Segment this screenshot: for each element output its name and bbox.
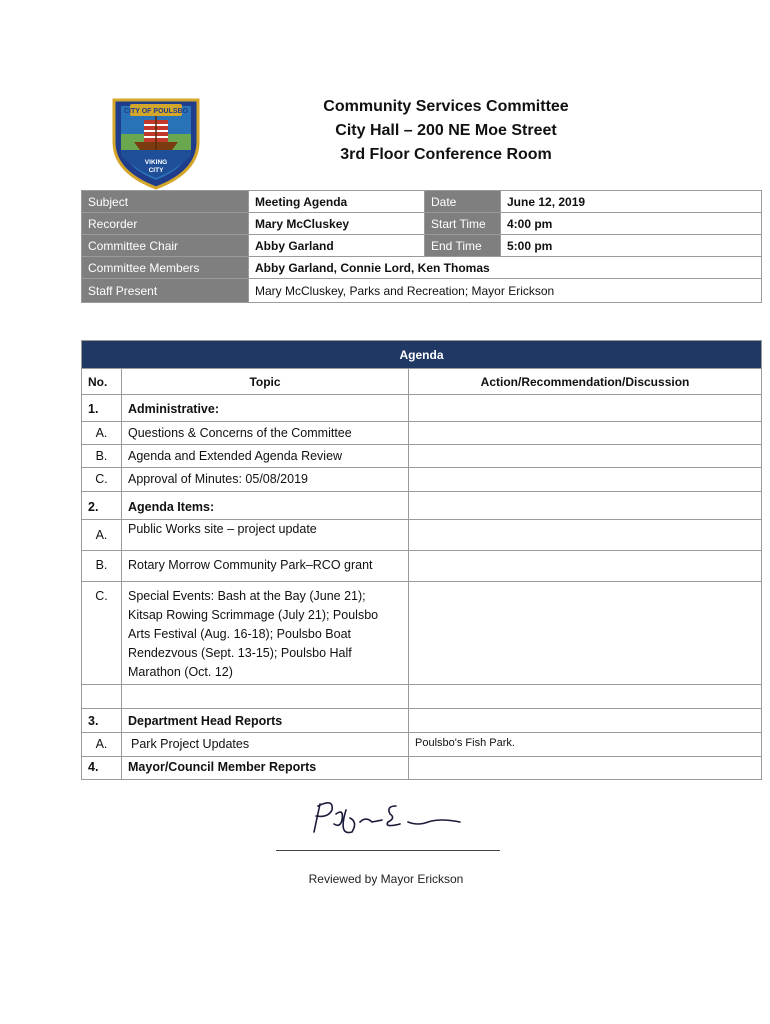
item-number: C. <box>82 468 122 492</box>
meta-row <box>82 257 762 279</box>
svg-text:CITY: CITY <box>148 167 164 174</box>
location-address: City Hall – 200 NE Moe Street <box>335 122 557 139</box>
item-action <box>409 468 762 492</box>
location-room: 3rd Floor Conference Room <box>340 146 552 163</box>
item-number: A. <box>82 422 122 445</box>
item-topic: Park Project Updates <box>122 733 409 757</box>
agenda-row <box>82 422 762 445</box>
staff-present-value: Mary McCluskey, Parks and Recreation; Mayor Erickson <box>249 279 762 303</box>
item-number: A. <box>82 520 122 551</box>
item-topic: Agenda Items: <box>122 492 409 520</box>
meta-row <box>82 279 762 303</box>
agenda-row <box>82 709 762 733</box>
meta-row <box>82 191 762 213</box>
agenda-table <box>81 340 762 780</box>
recorder-value: Mary McCluskey <box>249 213 425 235</box>
end-time-value: 5:00 pm <box>501 235 762 257</box>
agenda-row <box>82 582 762 685</box>
item-action <box>409 551 762 582</box>
subject-value: Meeting Agenda <box>249 191 425 213</box>
item-topic <box>122 685 409 709</box>
item-action <box>409 582 762 685</box>
item-topic: Questions & Concerns of the Committee <box>122 422 409 445</box>
item-number: 2. <box>82 492 122 520</box>
agenda-row <box>82 733 762 757</box>
date-label: Date <box>425 191 501 213</box>
agenda-row <box>82 395 762 422</box>
item-action <box>409 422 762 445</box>
item-topic: Administrative: <box>122 395 409 422</box>
item-topic: Rotary Morrow Community Park–RCO grant <box>122 551 409 582</box>
svg-text:VIKING: VIKING <box>144 159 168 166</box>
item-number: B. <box>82 551 122 582</box>
item-number <box>82 685 122 709</box>
item-action <box>409 445 762 468</box>
committee-members-label: Committee Members <box>82 257 249 279</box>
agenda-row <box>82 445 762 468</box>
meeting-heading <box>246 95 646 167</box>
committee-title: Community Services Committee <box>323 98 569 115</box>
item-action <box>409 685 762 709</box>
item-topic: Special Events: Bash at the Bay (June 21); Kitsap Rowing Scrimmage (July 21); Poulsbo Arts Festival (Aug. 16-18); Poulsbo Boat Rendezvous (Sept. 13-15); Poulsbo Half Marathon (Oct. 12) <box>122 582 409 685</box>
reviewed-by-caption: Reviewed by Mayor Erickson <box>308 872 464 886</box>
agenda-title: Agenda <box>82 341 762 369</box>
item-topic: Agenda and Extended Agenda Review <box>122 445 409 468</box>
item-number: 3. <box>82 709 122 733</box>
agenda-banner-row <box>82 341 762 369</box>
start-time-label: Start Time <box>425 213 501 235</box>
item-action <box>409 709 762 733</box>
item-action <box>409 395 762 422</box>
col-action-header: Action/Recommendation/Discussion <box>409 369 762 395</box>
signature-line <box>276 850 500 851</box>
item-action <box>409 520 762 551</box>
meeting-info-table <box>81 190 762 303</box>
agenda-row <box>82 520 762 551</box>
agenda-column-header-row <box>82 369 762 395</box>
agenda-row <box>82 492 762 520</box>
col-no-header: No. <box>82 369 122 395</box>
mayor-signature <box>300 792 470 844</box>
agenda-row <box>82 685 762 709</box>
item-number: B. <box>82 445 122 468</box>
staff-present-label: Staff Present <box>82 279 249 303</box>
meta-row <box>82 213 762 235</box>
item-number: 1. <box>82 395 122 422</box>
item-number: C. <box>82 582 122 685</box>
item-number: 4. <box>82 757 122 780</box>
committee-chair-value: Abby Garland <box>249 235 425 257</box>
committee-chair-label: Committee Chair <box>82 235 249 257</box>
agenda-row <box>82 468 762 492</box>
item-action <box>409 492 762 520</box>
item-action: Poulsbo's Fish Park. <box>409 733 762 757</box>
item-topic: Department Head Reports <box>122 709 409 733</box>
item-topic: Mayor/Council Member Reports <box>122 757 409 780</box>
recorder-label: Recorder <box>82 213 249 235</box>
date-value: June 12, 2019 <box>501 191 762 213</box>
col-topic-header: Topic <box>122 369 409 395</box>
item-topic: Approval of Minutes: 05/08/2019 <box>122 468 409 492</box>
city-of-poulsbo-logo <box>106 94 206 190</box>
start-time-value: 4:00 pm <box>501 213 762 235</box>
end-time-label: End Time <box>425 235 501 257</box>
subject-label: Subject <box>82 191 249 213</box>
committee-members-value: Abby Garland, Connie Lord, Ken Thomas <box>249 257 762 279</box>
agenda-row <box>82 551 762 582</box>
agenda-row <box>82 757 762 780</box>
item-number: A. <box>82 733 122 757</box>
svg-text:CITY OF POULSBO: CITY OF POULSBO <box>123 108 189 115</box>
meta-row <box>82 235 762 257</box>
item-topic: Public Works site – project update <box>122 520 409 551</box>
item-action <box>409 757 762 780</box>
